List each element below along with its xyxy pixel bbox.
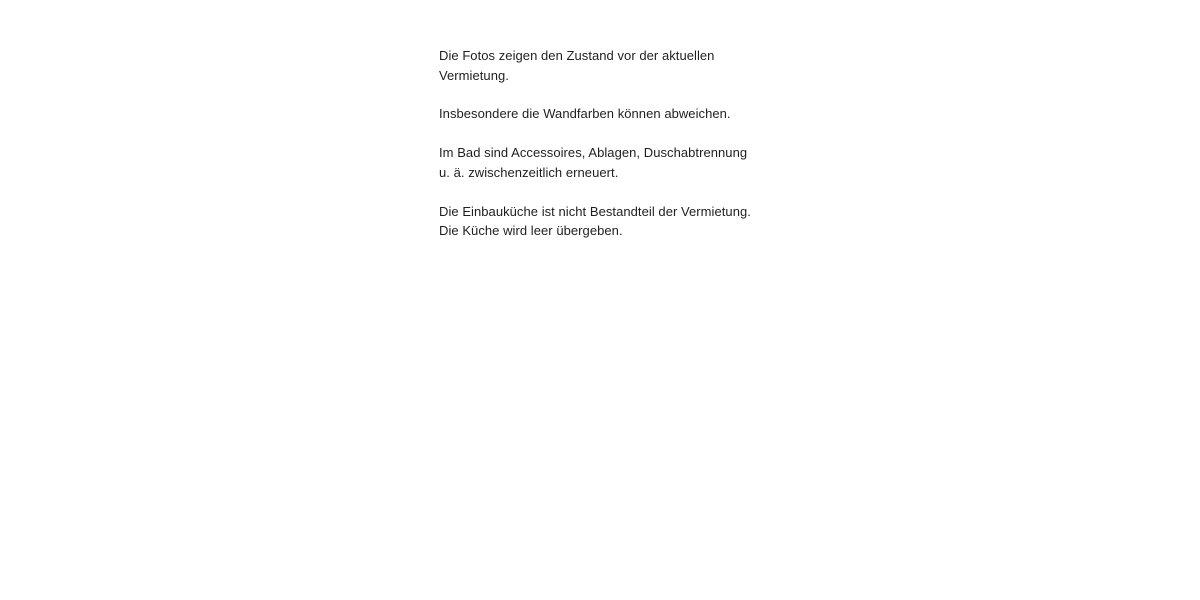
notice-bathroom-paragraph: Im Bad sind Accessoires, Ablagen, Duschabtrennung u. ä. zwischenzeitlich erneuert. xyxy=(439,145,748,180)
rental-notice xyxy=(439,46,759,260)
notice-wall-colors-paragraph: Insbesondere die Wandfarben können abweichen. xyxy=(439,106,731,122)
notice-photos-paragraph: Die Fotos zeigen den Zustand vor der aktuellen Vermietung. xyxy=(439,48,715,83)
notice-kitchen-paragraph: Die Einbauküche ist nicht Bestandteil der Vermietung. Die Küche wird leer übergeben. xyxy=(439,203,751,239)
